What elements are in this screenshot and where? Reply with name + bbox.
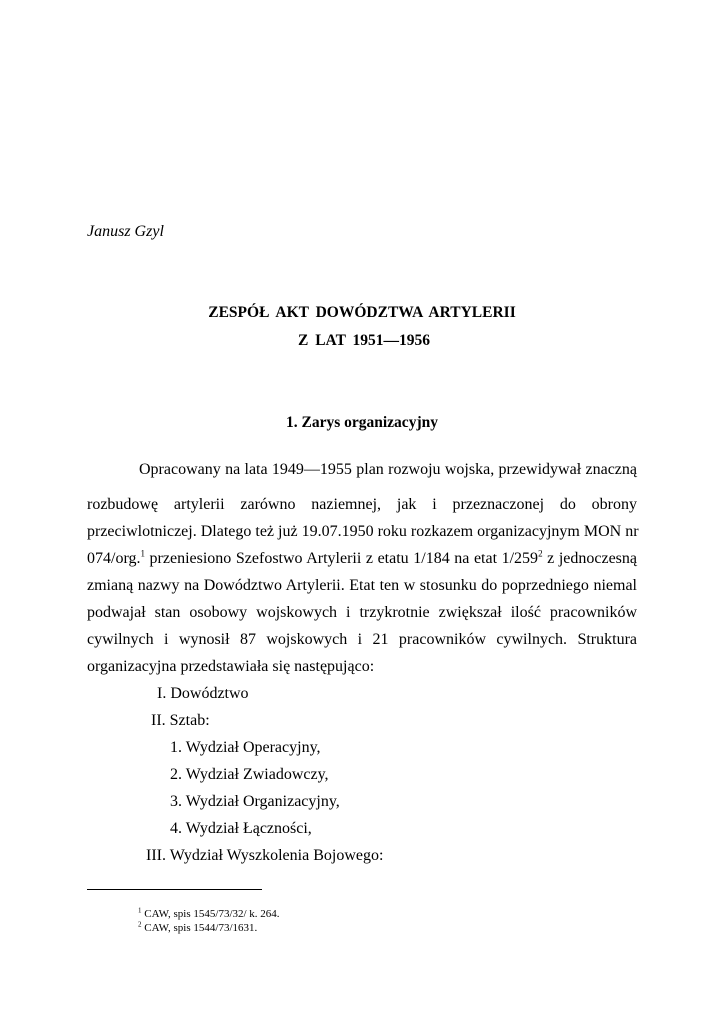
footnote-separator [87,889,262,890]
footnote-number: 2 [138,920,142,929]
paragraph-text: z jednoczesną [542,550,637,567]
structure-subitem: 2. Wydział Zwiadowczy, [170,766,329,783]
structure-item: II. Sztab: [151,712,210,729]
structure-subitem: 3. Wydział Organizacyjny, [170,793,340,810]
paragraph-text: przeniesiono Szefostwo Artylerii z etatu 1/184 na etat 1/259 [144,550,539,567]
paragraph-line: zmianą nazwy na Dowództwo Artylerii. Etat ten w stosunku do poprzedniego niemal [87,577,637,594]
section-heading: 1. Zarys organizacyjny [286,414,438,431]
paragraph-line-with-footnotes [87,549,637,569]
footnote-text: CAW, spis 1544/73/1631. [144,922,258,934]
footnote-number: 1 [138,906,142,915]
paragraph-line: przeciwlotniczej. Dlatego też już 19.07.1950 roku rozkazem organizacyjnym MON nr [87,523,639,540]
structure-subitem: 1. Wydział Operacyjny, [170,739,321,756]
paragraph-line: organizacyjna przedstawiała się następująco: [87,658,375,675]
footnote-text: CAW, spis 1545/73/32/ k. 264. [144,908,280,920]
structure-item: III. Wydział Wyszkolenia Bojowego: [146,847,384,864]
document-title-line-1: ZESPÓŁ AKT DOWÓDZTWA ARTYLERII [208,304,516,321]
footnote-ref: 2 [538,548,543,559]
footnote [138,922,257,935]
paragraph-line: Opracowany na lata 1949—1955 plan rozwoju wojska, przewidywał znaczną [139,461,637,478]
paragraph-line: podwajał stan osobowy wojskowych i trzykrotnie zwiększał ilość pracowników [87,604,637,621]
footnote-ref: 1 [140,548,145,559]
document-title-line-2: Z LAT 1951—1956 [297,332,431,349]
paragraph-line: cywilnych i wynosił 87 wojskowych i 21 pracowników cywilnych. Struktura [87,631,637,648]
structure-item: I. Dowództwo [157,685,249,702]
author-name: Janusz Gzyl [87,223,164,240]
structure-subitem: 4. Wydział Łączności, [170,820,312,837]
footnote [138,908,280,921]
paragraph-line: rozbudowę artylerii zarówno naziemnej, jak i przeznaczonej do obrony [87,496,637,513]
paragraph-text: 074/org. [87,550,141,567]
